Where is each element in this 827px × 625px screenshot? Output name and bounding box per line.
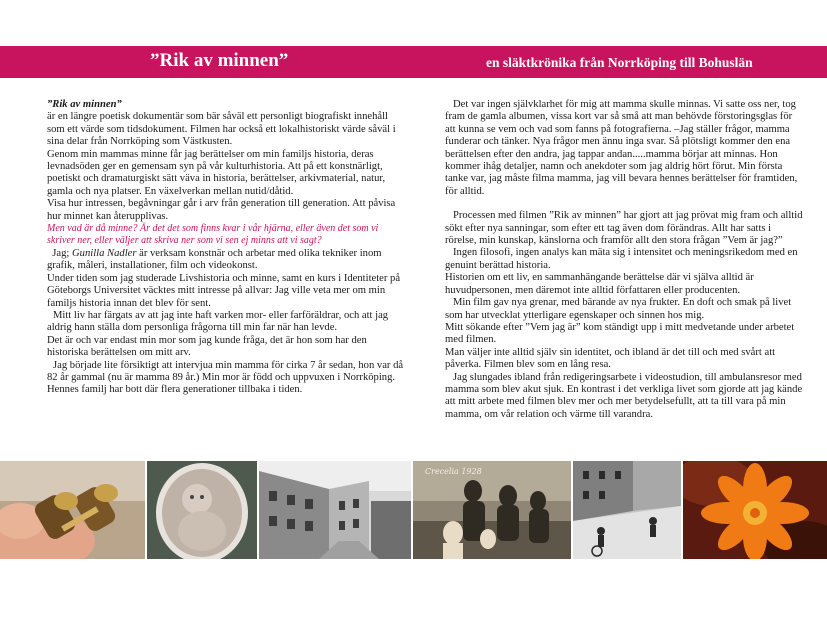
body-paragraph-3: Det är och var endast min mor som jag kunde fråga, det är hon som har den historiska berättelsen om mitt arv. [47,334,367,359]
right-paragraph-1: Det var ingen självklarhet för mig att mamma skulle minnas. Vi satte oss ner, tog fram de gamla albumen, vissa kort var så små att man behövde förstoringsglas för att kunna se vem och vad som fanns på fotografierna. –Jag ställer frågor, mamma funderar och tänker. Nya frågor men ännu inga svar. Så plötsligt kommer den ena berättelsen efter den andra, jag tappar andan.....mamma börjar att minnas. Hon kommer ihåg detaljer, namn och anekdoter som jag aldrig hört förut. Min första tanke var, jag måste filma mamma, jag vill bevara hennes berättelser för framtiden, för alltid. [445,99,798,197]
body-paragraph-1: Under tiden som jag studerade Livshistoria och minne, samt en kurs i Identiteter på Göteborgs Universitet väcktes mitt intresse på allvar: Jag ville veta mer om min familjs historia innan det blev för sent. [47,272,401,309]
photo-caption: Crecelia 1928 [425,467,482,476]
right-line-3: Min film gav nya grenar, med bärande av nya frukter. En doft och smak på livet som har utvecklat ytterligare egenskaper och sinnen hos mig. [445,297,792,321]
binoculars-illustration [0,461,145,559]
photo-family-group [413,461,571,559]
bio-intro: Jag; [52,247,73,259]
kids-street-illustration [573,461,681,559]
intro-paragraph-3: Visa hur intressen, begåvningar går i arv från generation till generation. Att påvisa hur minnet kan återupplivas. [47,198,396,222]
intro-title: ”Rik av minnen” [47,99,122,110]
photo-binoculars [0,461,145,559]
photo-kids-street [573,461,681,559]
photo-old-street [259,461,411,559]
right-line-1: Ingen filosofi, ingen analys kan mäta sig i intensitet och meningsrikedom med en genuint berättad historia. [445,247,798,271]
intro-paragraph-1: är en längre poetisk dokumentär som bär såväl ett personligt biografiskt innehåll som ett värde som tidsdokument. Filmen har också ett lokalhistoriskt värde såväl i sina delar från Norrköping som Västkusten. [47,111,396,148]
bio-rest: är verksam konstnär och arbetar med olika tekniker inom grafik, måleri, installationer, film och videokonst. [47,247,382,272]
bio-paragraph [47,248,407,273]
right-column [445,99,805,421]
page-subtitle: en släktkrönika från Norrköping till Bohuslän [486,55,753,70]
pull-quote: Men vad är då minne? Är det det som finns kvar i vår hjärna, eller även det som vi skriver ner, eller väljer att skriva ner som vi sen ej minns att vi sagt? [47,223,379,247]
right-paragraph-2: Processen med filmen ”Rik av minnen” har gjort att jag prövat mig fram och alltid sökt efter nya sanningar, som efter ett tag även dom förändras. Allt har satts i rörelse, min kunskap, känslorna och framför allt den stora frågan ”Vem är jag?” [445,210,803,247]
old-street-illustration [259,461,411,559]
photo-baby-portrait [147,461,257,559]
body-paragraph-2: Mitt liv har färgats av att jag inte haft varken mor- eller farföräldrar, och att jag aldrig hann ställa dom personliga frågorna till min far när han levde. [47,309,389,334]
baby-portrait-illustration [147,461,257,559]
bio-name: Gunilla Nadler [72,247,137,259]
right-line-2: Historien om ett liv, en sammanhängande berättelse där vi själva alltid är huvudpersonen, men däremot inte alltid författaren eller producenten. [445,272,754,296]
right-line-5: Man väljer inte alltid själv sin identitet, och ibland är det till och med svårt att påverka. Filmen blev som en lång resa. [445,346,776,371]
body-paragraph-4: Jag började lite försiktigt att intervjua min mamma för cirka 7 år sedan, hon var då 82 år gammal (nu är mamma 89 år.) Min mor är född och uppvuxen i Norrköping. Hennes familj har bott där flera generationer tillbaka i tiden. [47,359,404,396]
right-line-6: Jag slungades ibland från redigeringsarbete i videostudion, till ambulansresor med mamma som blev akut sjuk. En kontrast i det verkliga livet som gjorde att jag kände att mitt arbete med filmen blev mer och mer betydelsefullt, att ta till vara på min mamma, om vår relation och värme till varandra. [445,371,803,420]
photo-strip [0,461,827,559]
header-banner [0,46,827,78]
intro-paragraph-2: Genom min mammas minne får jag berättelser om min familjs historia, deras levnadsöden ger en gemensam syn på vår kulturhistoria. Att på ett konstnärligt, poetiskt och dramaturgiskt sätt väva in historia, berättelser, arkivmaterial, natur, gamla och nya platser. En växelverkan mellan nutid/dåtid. [47,148,386,197]
right-line-4: Mitt sökande efter ”Vem jag är” kom ständigt upp i mitt medvetande under arbetet med filmen. [445,321,795,346]
page-title: ”Rik av minnen” [150,50,289,71]
orange-flower-illustration [683,461,827,559]
left-column [47,99,407,397]
photo-orange-flower [683,461,827,559]
